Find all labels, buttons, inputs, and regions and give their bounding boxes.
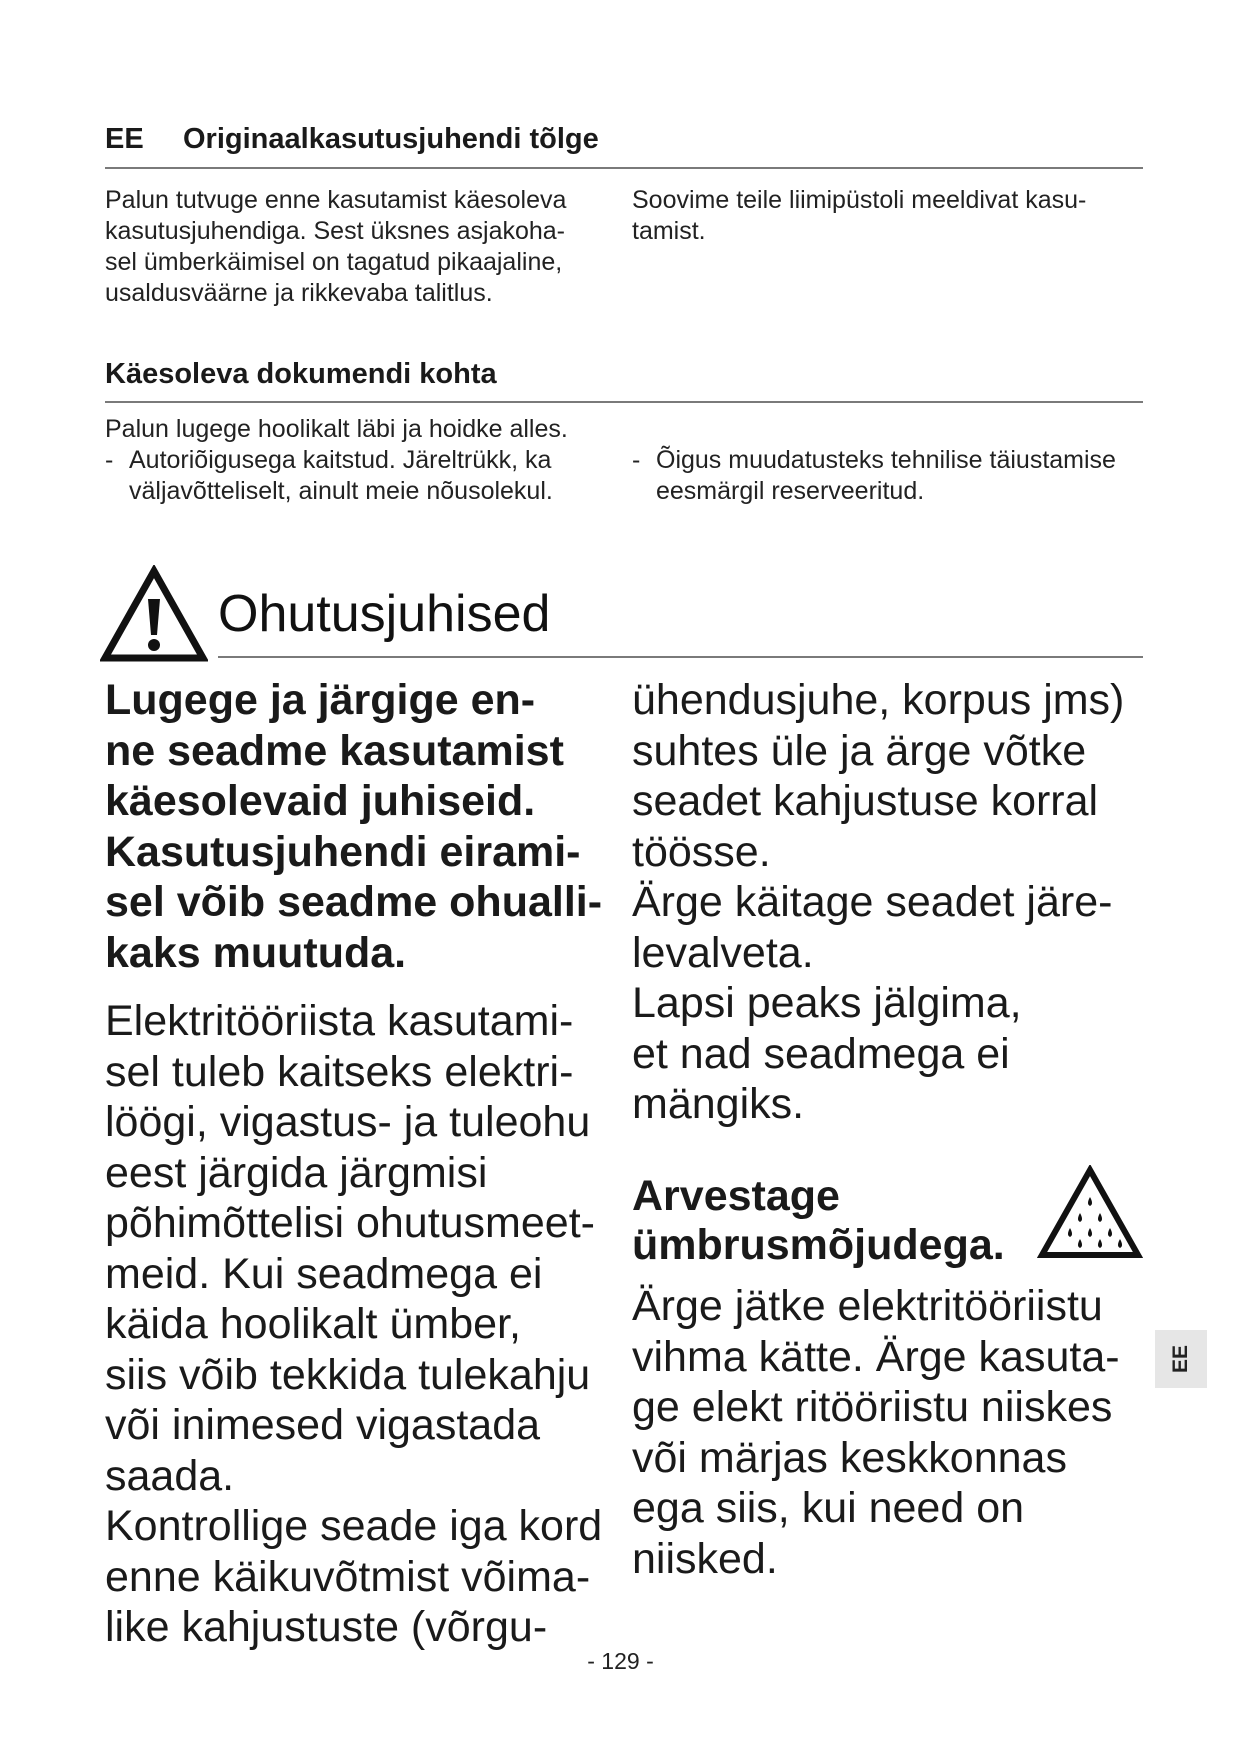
text-line: käida hoolikalt ümber, <box>105 1300 521 1348</box>
text-line: vihma kätte. Ärge kasuta- <box>632 1332 1120 1381</box>
text-line: siis võib tekkida tulekahju <box>105 1350 591 1399</box>
text-line: levalveta. <box>632 928 814 977</box>
text-line: Lapsi peaks jälgima, <box>632 979 1022 1027</box>
list-item <box>632 445 1152 507</box>
text-line: väljavõtteliselt, ainult meie nõusolekul. <box>129 477 553 505</box>
text-line: löögi, vigastus- ja tuleohu <box>105 1098 591 1146</box>
side-tab-label: EE <box>1169 1344 1192 1374</box>
text-line: tamist. <box>632 217 706 245</box>
text-line: põhimõttelisi ohutusmeet- <box>105 1199 595 1247</box>
text-line: ühendusjuhe, korpus jms) <box>632 676 1125 724</box>
text-line: sel võib seadme ohualli- <box>105 878 603 926</box>
text-line: seadet kahjustuse korral <box>632 777 1099 825</box>
text-line: või märjas keskkonnas <box>632 1433 1067 1482</box>
safety-left-column <box>105 675 630 1653</box>
text-line: ge elekt ritööriistu niiskes <box>632 1383 1113 1431</box>
text-line: Arvestage <box>632 1172 840 1220</box>
bullet-dash: - <box>105 446 114 474</box>
text-line: Elektritööriista kasutami- <box>105 997 574 1045</box>
text-line: eesmärgil reserveeritud. <box>656 477 925 505</box>
list-item <box>105 445 620 507</box>
environment-text <box>632 1281 1152 1584</box>
bullet-dash: - <box>632 446 641 474</box>
text-line: niisked. <box>632 1534 778 1583</box>
text-line: like kahjustuste (võrgu- <box>105 1603 548 1651</box>
text-line: Lugege ja järgige en- <box>105 676 536 724</box>
about-divider <box>105 401 1143 403</box>
text-line: enne käikuvõtmist võima- <box>105 1552 591 1601</box>
text-line: sel tuleb kaitseks elektri- <box>105 1047 574 1096</box>
text-line: suhtes üle ja ärge võtke <box>632 726 1087 775</box>
section-heading-safety: Ohutusjuhised <box>218 585 551 643</box>
text-line: Ärge jätke elektritööriistu <box>632 1282 1103 1330</box>
page-title: Originaalkasutusjuhendi tõlge <box>183 123 599 155</box>
safety-right-column <box>632 675 1152 1130</box>
intro-right-text <box>632 185 1142 247</box>
text-line: et nad seadmega ei <box>632 1029 1010 1078</box>
text-line: käesolevaid juhiseid. <box>105 777 536 825</box>
text-line: meid. Kui seadmega ei <box>105 1249 543 1298</box>
text-line: ümbrusmõjudega. <box>632 1221 1005 1269</box>
text-line: Ärge käitage seadet järe- <box>632 878 1113 926</box>
text-line: töösse. <box>632 827 771 876</box>
text-line: usaldusväärne ja rikkevaba talitlus. <box>105 279 493 307</box>
language-side-tab <box>1155 1330 1207 1388</box>
text-line: Autoriõigusega kaitstud. Järeltrükk, ka <box>129 446 552 474</box>
text-line: Palun lugege hoolikalt läbi ja hoidke alles. <box>105 415 568 443</box>
about-left-text <box>105 414 620 507</box>
text-line: Palun tutvuge enne kasutamist käesoleva <box>105 186 567 214</box>
page-number: - 129 - <box>587 1648 654 1674</box>
subheading-environment <box>632 1172 1052 1270</box>
text-line: ne seadme kasutamist <box>105 726 564 775</box>
header-divider <box>105 167 1143 169</box>
text-line: Õigus muudatusteks tehnilise täiustamise <box>656 446 1116 474</box>
section-heading-about: Käesoleva dokumendi kohta <box>105 358 497 390</box>
text-line: või inimesed vigastada <box>105 1401 541 1449</box>
text-line: mängiks. <box>632 1080 805 1128</box>
text-line: Kontrollige seade iga kord <box>105 1502 603 1550</box>
text-line: eest järgida järgmisi <box>105 1148 488 1197</box>
text-line: kasutusjuhendiga. Sest üksnes asjakoha- <box>105 217 566 245</box>
language-code: EE <box>105 123 144 155</box>
about-right-text <box>632 445 1152 507</box>
text-line: Soovime teile liimipüstoli meeldivat kasu- <box>632 186 1087 214</box>
intro-left-text <box>105 185 615 309</box>
text-line: sel ümberkäimisel on tagatud pikaajaline, <box>105 248 563 276</box>
text-line: ega siis, kui need on <box>632 1484 1025 1532</box>
safety-divider <box>218 656 1143 658</box>
text-line: saada. <box>105 1451 235 1500</box>
text-line: Kasutusjuhendi eirami- <box>105 827 581 876</box>
text-line: kaks muutuda. <box>105 928 407 977</box>
rain-warning-icon <box>1037 1165 1143 1261</box>
warning-triangle-icon <box>100 565 208 663</box>
